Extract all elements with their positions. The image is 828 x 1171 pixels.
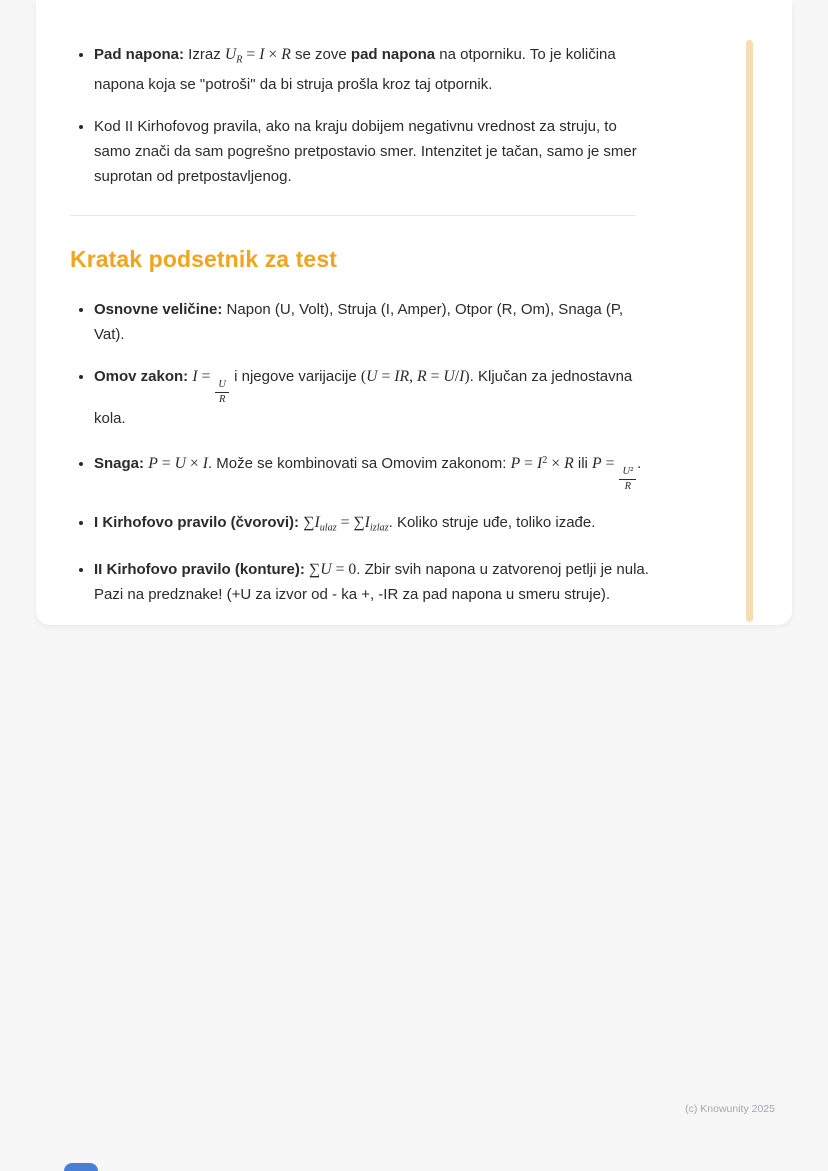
fraction-numerator: U <box>215 379 229 393</box>
accent-bar <box>746 40 753 622</box>
copyright-footer: (c) Knowunity 2025 <box>685 1103 775 1115</box>
math-symbol: ∑ <box>303 514 315 532</box>
math-symbol: ( <box>360 368 367 386</box>
math-symbol: × <box>547 455 565 473</box>
card-content <box>36 0 792 625</box>
text-run: . Može se kombinovati sa Omovim zakonom: <box>207 455 511 473</box>
math-variable: I <box>536 455 543 473</box>
math-symbol: / <box>454 368 460 386</box>
next-page-peek <box>64 1163 98 1171</box>
section-divider <box>70 215 636 216</box>
section-heading: Kratak podsetnik za test <box>70 246 337 273</box>
math-symbol: = <box>377 368 395 386</box>
math-variable: U <box>174 455 186 473</box>
math-variable: IR <box>394 368 410 386</box>
math-subscript: ulaz <box>319 522 337 534</box>
text-run: Kod II Kirhofovog pravila, ako na kraju dobijem negativnu vrednost za struju, to samo znači da sam pogrešno pretpostavio smer. Intenzitet je tačan, samo je smer suprotan od pretpostavljenog. <box>94 118 637 186</box>
math-symbol: = <box>157 455 175 473</box>
text-run: Izraz <box>184 46 225 63</box>
math-subscript: R <box>236 54 243 66</box>
text-run: Napon (U, Volt), Struja (I, Amper), Otpor (R, Om), Snaga (P, Vat). <box>94 301 624 344</box>
bold-text-run: Snaga: <box>94 455 145 473</box>
math-symbol: = <box>197 368 215 386</box>
text-run: se zove <box>290 46 351 63</box>
text-run: . Koliko struje uđe, toliko izađe. <box>388 514 596 532</box>
content-card <box>36 0 792 625</box>
math-variable: I <box>259 46 265 63</box>
math-symbol: = <box>520 455 537 473</box>
math-superscript: 2 <box>542 455 548 467</box>
bullet-list-summary <box>70 297 652 607</box>
text-run: i njegove varijacije <box>229 368 361 386</box>
math-symbol: ∑ <box>353 514 365 532</box>
math-variable: I <box>202 455 208 473</box>
math-symbol: = <box>242 46 260 63</box>
math-variable: I <box>192 368 198 386</box>
list-item <box>94 297 652 347</box>
list-item <box>94 510 652 540</box>
list-item <box>94 448 652 493</box>
math-variable: P <box>592 455 602 473</box>
bold-text-run: Omov zakon: <box>94 368 189 386</box>
text-run: . Zbir svih napona u zatvorenoj petlji je nula. Pazi na predznake! (+U za izvor od - ka +, -IR za pad napona u smeru struje). <box>94 561 649 604</box>
fraction-numerator: U² <box>619 466 636 480</box>
math-fraction <box>618 466 637 493</box>
text-run: . Ključan za jednostavna kola. <box>94 368 633 428</box>
bold-text-run: pad napona <box>350 46 436 63</box>
math-variable: P <box>148 455 158 473</box>
math-symbol: × <box>264 46 282 63</box>
text-run: na otporniku. To je količina napona koja se "potroši" da bi struja prošla kroz taj otpornik. <box>94 46 616 94</box>
math-variable: I <box>314 514 320 532</box>
math-variable: U <box>224 46 237 63</box>
math-variable: U <box>443 368 455 386</box>
math-variable: R <box>417 368 427 386</box>
math-symbol: = 0 <box>331 561 357 579</box>
math-symbol: = <box>426 368 444 386</box>
fraction-denominator: R <box>624 481 632 493</box>
list-item <box>94 364 652 431</box>
math-symbol: × <box>185 455 203 473</box>
text-run: . <box>637 455 642 473</box>
math-variable: R <box>564 455 574 473</box>
math-symbol: = <box>336 514 354 532</box>
math-symbol: ∑ <box>309 561 321 579</box>
math-variable: R <box>281 46 291 63</box>
math-symbol: ) <box>464 368 470 386</box>
list-item <box>94 114 652 189</box>
math-variable: U <box>320 561 332 579</box>
math-variable: I <box>364 514 370 532</box>
math-subscript: izlaz <box>369 522 389 534</box>
math-fraction <box>214 379 230 406</box>
bold-text-run: Pad napona: <box>94 46 185 63</box>
bold-text-run: II Kirhofovo pravilo (konture): <box>94 561 305 579</box>
math-variable: U <box>366 368 378 386</box>
math-symbol: , <box>409 368 418 386</box>
math-symbol: = <box>601 455 619 473</box>
text-run: ili <box>573 455 593 473</box>
bold-text-run: Osnovne veličine: <box>94 301 223 319</box>
fraction-denominator: R <box>218 394 226 406</box>
bold-text-run: I Kirhofovo pravilo (čvorovi): <box>94 514 300 532</box>
bullet-list-notes <box>70 42 652 189</box>
list-item <box>94 42 652 97</box>
math-variable: I <box>459 368 465 386</box>
list-item <box>94 557 652 607</box>
math-variable: P <box>510 455 521 473</box>
